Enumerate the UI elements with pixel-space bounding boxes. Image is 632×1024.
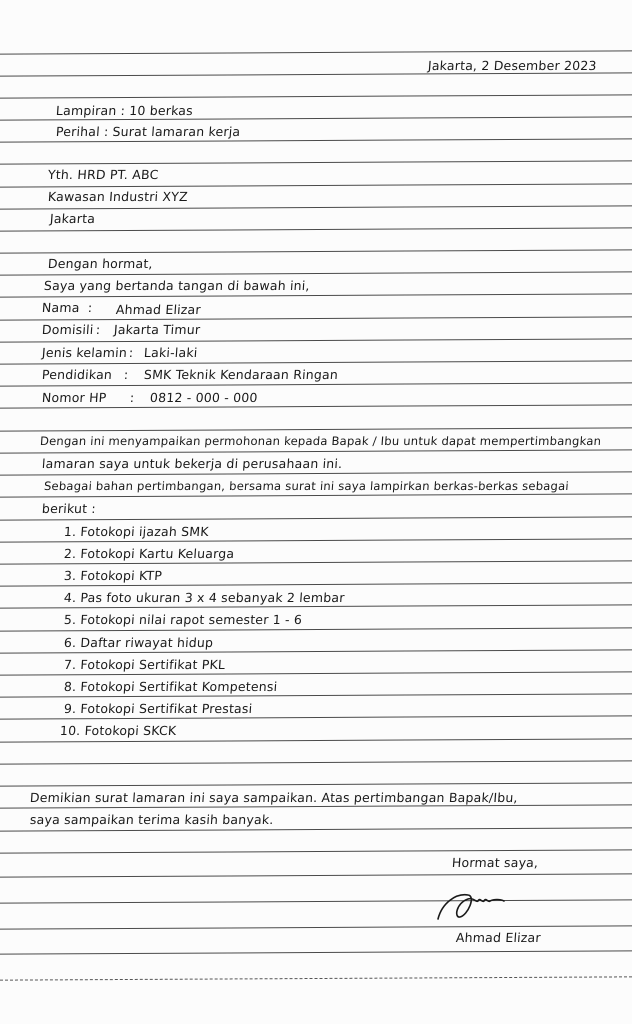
ruled-line [0,516,632,520]
ruled-line [0,873,632,877]
identity-sep: : [87,300,93,315]
signature-name: Ahmad Elizar [455,930,542,945]
ruled-line [0,271,632,275]
ruled-line [0,782,632,786]
identity-value: Jakarta Timur [113,322,201,337]
ruled-line [0,183,632,187]
sign-off: Hormat saya, [451,855,539,870]
perihal-line: Perihal : Surat lamaran kerja [55,124,241,139]
ruled-line [0,249,632,253]
ruled-line [0,899,632,903]
attachment-item: 7. Fotokopi Sertifikat PKL [63,657,226,672]
ruled-line [0,360,632,364]
ruled-line [0,338,632,342]
ruled-line [0,205,632,209]
attachment-item: 4. Pas foto ukuran 3 x 4 sebanyak 2 lembar [63,590,346,605]
body-line: lamaran saya untuk bekerja di perusahaan ini. [41,456,343,471]
body-line: Sebagai bahan pertimbangan, bersama surat ini saya lampirkan berkas-berkas sebagai [43,479,570,493]
ruled-line [0,925,632,929]
body-line: berikut : [41,501,97,516]
ruled-line [0,227,632,231]
identity-label: Nama [41,300,81,315]
ruled-line [0,316,632,320]
identity-label: Domisili [41,322,94,337]
identity-sep: : [95,322,101,337]
attachment-item: 10. Fotokopi SKCK [59,723,177,738]
place-date: Jakarta, 2 Desember 2023 [427,58,598,73]
intro: Saya yang bertanda tangan di bawah ini, [43,278,311,293]
ruled-line [0,427,632,431]
identity-sep: : [128,345,134,360]
attachment-item: 5. Fotokopi nilai rapot semester 1 - 6 [63,612,303,627]
ruled-line [0,849,632,853]
ruled-line [0,627,632,631]
signature-mark [434,885,534,925]
lampiran-line: Lampiran : 10 berkas [55,103,194,118]
attachment-item: 1. Fotokopi ijazah SMK [63,524,210,539]
ruled-line-bottom [0,976,632,980]
attachment-item: 8. Fotokopi Sertifikat Kompetensi [63,679,278,694]
identity-sep: : [129,390,135,405]
attachment-item: 9. Fotokopi Sertifikat Prestasi [63,701,253,716]
closing-line: saya sampaikan terima kasih banyak. [29,812,275,827]
ruled-line [0,493,632,497]
identity-value: Ahmad Elizar [115,302,202,317]
recipient-line: Jakarta [49,211,96,226]
attachment-item: 3. Fotokopi KTP [63,568,163,583]
identity-value: 0812 - 000 - 000 [149,390,259,405]
ruled-line [0,94,632,98]
ruled-line [0,950,632,954]
ruled-line [0,160,632,164]
attachment-item: 6. Daftar riwayat hidup [63,635,214,650]
identity-sep: : [123,367,129,382]
ruled-line [0,471,632,475]
ruled-line [0,449,632,453]
ruled-line [0,760,632,764]
ruled-line [0,382,632,386]
recipient-line: Kawasan Industri XYZ [47,189,189,204]
greeting: Dengan hormat, [47,256,154,271]
closing-line: Demikian surat lamaran ini saya sampaikan. Atas pertimbangan Bapak/Ibu, [29,790,519,805]
ruled-line [0,293,632,297]
ruled-line [0,827,632,831]
identity-label: Nomor HP [41,390,108,405]
identity-label: Pendidikan [41,367,113,382]
ruled-line [0,738,632,742]
attachment-item: 2. Fotokopi Kartu Keluarga [63,546,235,561]
identity-value: Laki-laki [143,345,199,360]
body-line: Dengan ini menyampaikan permohonan kepada Bapak / Ibu untuk dapat mempertimbangkan [39,434,602,448]
identity-value: SMK Teknik Kendaraan Ringan [143,367,339,382]
ruled-line [0,50,632,54]
recipient-line: Yth. HRD PT. ABC [47,167,160,182]
identity-label: Jenis kelamin [41,345,128,360]
